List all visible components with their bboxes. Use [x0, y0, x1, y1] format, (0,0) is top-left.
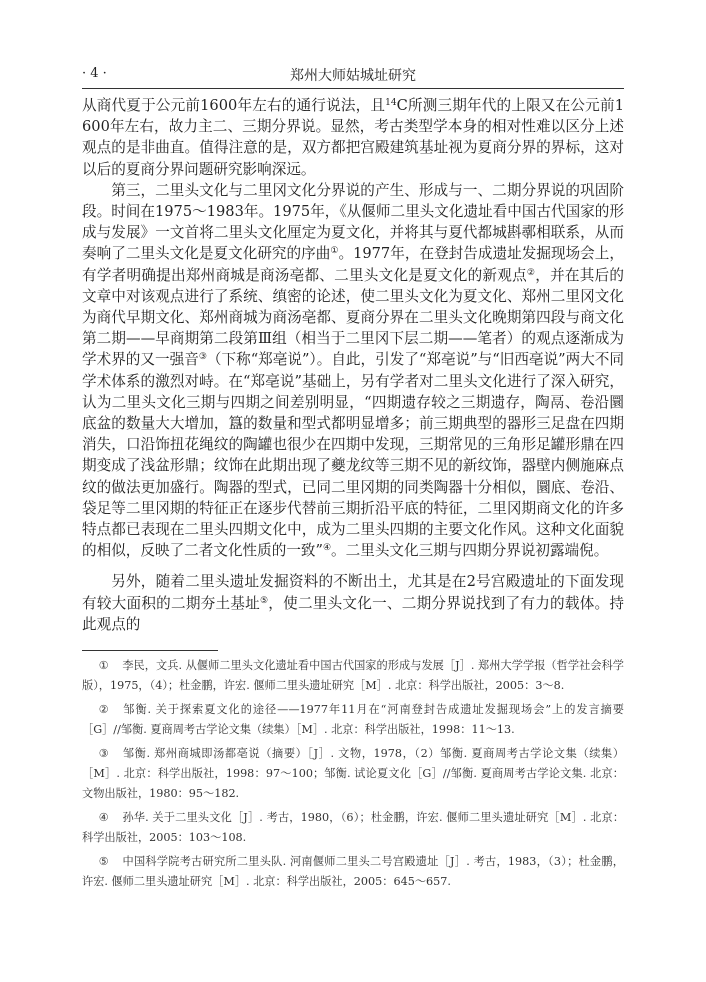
paragraph [82, 180, 624, 562]
footnote-reference: ② [526, 267, 536, 278]
footnote-mark: ③ [98, 747, 110, 760]
footnote [82, 744, 624, 804]
footnotes [82, 656, 624, 896]
footnote-reference: ① [330, 246, 339, 257]
paragraph-text: ，使二里头文化一、二期分界说找到了有力的载体。持此观点的 [82, 594, 624, 633]
paragraph [82, 95, 624, 180]
footnote-text: 邹衡. 关于探索夏文化的途径——1977年11月在“河南登封告成遗址发掘现场会”上的发言摘要［G］//邹衡. 夏商周考古学论文集（续集）［M］. 北京：科学出版社，1998：11～13. [82, 703, 624, 736]
footnote-mark: ② [98, 703, 110, 716]
paragraph-text: 。二里头文化三期与四期分界说初露端倪。 [331, 542, 609, 560]
footnote-text: 孙华. 关于二里头文化［J］. 考古，1980，（6）；杜金鹏，许宏. 偃师二里头遗址研究［M］. 北京：科学出版社，2005：103～108. [82, 811, 625, 844]
footnote [82, 852, 624, 892]
footnote-mark: ④ [98, 811, 109, 824]
running-title: 郑州大师姑城址研究 [290, 68, 416, 84]
footnote-text: 李民，文兵. 从偃师二里头文化遗址看中国古代国家的形成与发展［J］. 郑州大学学报（哲学社会科学版），1975，（4）；杜金鹏，许宏. 偃师二里头遗址研究［M］. 北京：科学出版社，2005：3～8. [82, 659, 624, 692]
page-number: · 4 · [82, 66, 107, 81]
footnote [82, 808, 624, 848]
paragraph-text: 第三，二里头文化与二里冈文化分界说的产生、形成与一、二期分界说的巩固阶段。时间在1975～1983年。1975年，《从偃师二里头文化遗址看中国古代国家的形成与发展》一文首将二里头文化厘定为夏文化，并将其与夏代都城斟鄩相联系，从而奏响了二里头文化是夏文化研究的序曲 [82, 181, 624, 263]
paragraph-text: 从商代夏于公元前1600年左右的通行说法，且 [82, 97, 386, 114]
paragraph-text: C所测三期年代的上限又在公元前1600年左右，故力主二、三期分界说。显然，考古类型学本身的相对性难以区分上述观点的是非曲直。值得注意的是，双方都把宫殿建筑基址视为夏商分界的界标，这对以后的夏商分界问题研究影响深远。 [82, 97, 624, 178]
footnote-reference: ④ [322, 543, 332, 554]
paragraph-text: 。1977年，在登封告成遗址发掘现场会上，有学者明确提出郑州商城是商汤亳都、二里头文化是夏文化的新观点 [82, 245, 624, 284]
footnote-text: 邹衡. 郑州商城即汤都亳说（摘要）［J］. 文物，1978，（2）邹衡. 夏商周考古学论文集（续集）［M］. 北京：科学出版社，1998：97～100；邹衡. 试论夏文化［G］//邹衡. 夏商周考古学论文集. 北京：文物出版社，1980：95～182. [82, 747, 625, 800]
body-text [82, 95, 624, 635]
footnote-mark: ⑤ [98, 855, 110, 868]
footnote-mark: ① [98, 659, 109, 672]
footnote-text: 中国科学院考古研究所二里头队. 河南偃师二里头二号宫殿遗址［J］. 考古，1983，（3）；杜金鹏，许宏. 偃师二里头遗址研究［M］. 北京：科学出版社，2005：645～657. [82, 855, 624, 888]
paragraph-text: 另外，随着二里头遗址发掘资料的不断出土，尤其是在2号宫殿遗址的下面发现有较大面积的二期夯土基址 [82, 573, 624, 612]
paragraph-text: ，并在其后的文章中对该观点进行了系统、缜密的论述，使二里头文化为夏文化、郑州二里冈文化为商代早期文化、郑州商城为商汤亳都、夏商分界在二里头文化晚期第四段与商文化第二期——早商期第二段第Ⅲ组（相当于二里冈下层二期——笔者）的观点逐渐成为学术界的又一强音 [82, 266, 624, 369]
footnote-reference: 14 [385, 98, 397, 108]
footnote-reference: ③ [198, 352, 207, 363]
paragraph [82, 571, 624, 635]
paragraph-text: （下称“郑亳说”）。自此，引发了“郑亳说”与“旧西亳说”两大不同学术体系的激烈对峙。在“郑亳说”基础上，另有学者对二里头文化进行了深入研究，认为二里头文化三期与四期之间差别明显，“四期遗存较之三期遗存，陶鬲、卷沿圜底盆的数量大大增加，簋的数量和型式都明显增多；前三期典型的器形三足盘在四期消失，口沿饰扭花绳纹的陶罐也很少在四期中发现，三期常见的三角形足罐形鼎在四期变成了浅盆形鼎；纹饰在此期出现了夔龙纹等三期不见的新纹饰，器壁内侧施麻点纹的做法更加盛行。陶器的型式，已同二里冈期的同类陶器十分相似，圜底、卷沿、袋足等二里冈期的特征正在逐步代替前三期折沿平底的特征，二里冈期商文化的许多特点都已表现在二里头四期文化中，成为二里头四期的主要文化作风。这种文化面貌的相似，反映了二者文化性质的一致” [82, 351, 624, 560]
footnote-reference: ⑤ [259, 595, 269, 606]
footnote-divider [82, 650, 218, 651]
page-header [82, 64, 624, 89]
footnote [82, 700, 624, 740]
footnote [82, 656, 624, 696]
